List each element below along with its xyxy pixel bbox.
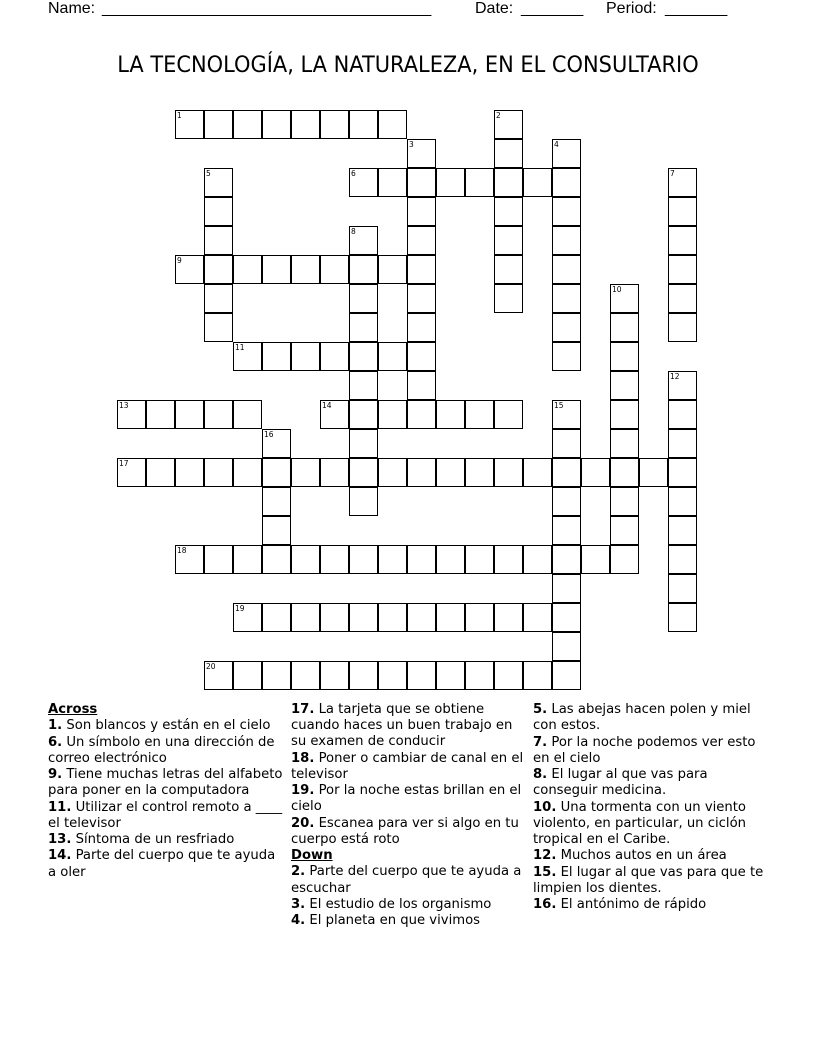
clue-number-label: 6 xyxy=(351,169,356,178)
crossword-cell[interactable] xyxy=(465,458,494,487)
clue-item xyxy=(48,800,284,832)
clue-text: El estudio de los organismo xyxy=(305,896,492,912)
crossword-cell[interactable] xyxy=(494,284,523,313)
crossword-cell[interactable] xyxy=(320,603,349,632)
crossword-cell[interactable] xyxy=(349,313,378,342)
crossword-cell[interactable] xyxy=(349,545,378,574)
crossword-cell[interactable] xyxy=(349,284,378,313)
crossword-cell[interactable] xyxy=(668,545,697,574)
crossword-cell[interactable] xyxy=(204,545,233,574)
crossword-cell[interactable] xyxy=(494,545,523,574)
crossword-cell[interactable] xyxy=(349,400,378,429)
crossword-cell[interactable] xyxy=(291,110,320,139)
crossword-cell[interactable] xyxy=(552,226,581,255)
clue-number-label: 2 xyxy=(496,111,501,120)
crossword-cell[interactable] xyxy=(204,458,233,487)
crossword-cell[interactable] xyxy=(465,603,494,632)
clue-number: 15. xyxy=(533,864,557,880)
crossword-cell[interactable] xyxy=(436,661,465,690)
crossword-cell[interactable] xyxy=(552,139,581,168)
clue-item xyxy=(48,718,284,734)
clues-column-2 xyxy=(291,702,527,930)
clue-text: Poner o cambiar de canal en el televisor xyxy=(291,750,524,782)
name-label: Name: xyxy=(48,0,96,17)
crossword-cell[interactable] xyxy=(407,400,436,429)
crossword-cell[interactable] xyxy=(175,110,204,139)
crossword-cell[interactable] xyxy=(320,400,349,429)
clue-item xyxy=(533,702,773,734)
clue-number-label: 7 xyxy=(670,169,675,178)
crossword-cell[interactable] xyxy=(668,574,697,603)
clue-item xyxy=(533,897,773,913)
clue-number: 19. xyxy=(291,783,315,799)
crossword-cell[interactable] xyxy=(436,168,465,197)
date-field[interactable]: _______ xyxy=(521,0,584,17)
clue-item xyxy=(291,864,527,896)
crossword-cell[interactable] xyxy=(552,458,581,487)
crossword-cell[interactable] xyxy=(668,516,697,545)
crossword-cell[interactable] xyxy=(610,545,639,574)
clue-item xyxy=(533,735,773,767)
name-field[interactable]: _____________________________________ xyxy=(102,0,432,17)
clue-number-label: 1 xyxy=(177,111,182,120)
crossword-cell[interactable] xyxy=(668,226,697,255)
crossword-cell[interactable] xyxy=(407,342,436,371)
crossword-cell[interactable] xyxy=(378,110,407,139)
crossword-cell[interactable] xyxy=(494,226,523,255)
clue-text: Las abejas hacen polen y miel con estos. xyxy=(533,702,751,734)
clue-number-label: 3 xyxy=(409,140,414,149)
crossword-cell[interactable] xyxy=(233,661,262,690)
crossword-cell[interactable] xyxy=(291,603,320,632)
crossword-cell[interactable] xyxy=(436,400,465,429)
crossword-cell[interactable] xyxy=(349,429,378,458)
crossword-cell[interactable] xyxy=(465,545,494,574)
crossword-cell[interactable] xyxy=(175,545,204,574)
crossword-cell[interactable] xyxy=(465,661,494,690)
clue-number: 3. xyxy=(291,896,306,912)
crossword-cell[interactable] xyxy=(436,458,465,487)
crossword-cell[interactable] xyxy=(407,255,436,284)
crossword-cell[interactable] xyxy=(233,400,262,429)
clue-text: Por la noche estas brillan en el cielo xyxy=(291,783,522,815)
crossword-cell[interactable] xyxy=(262,110,291,139)
clue-number: 13. xyxy=(48,832,72,847)
crossword-cell[interactable] xyxy=(349,487,378,516)
crossword-cell[interactable] xyxy=(291,545,320,574)
clue-text: Muchos autos en un área xyxy=(556,848,727,864)
crossword-cell[interactable] xyxy=(407,661,436,690)
clue-number-label: 16 xyxy=(264,430,274,439)
crossword-cell[interactable] xyxy=(581,458,610,487)
crossword-cell[interactable] xyxy=(639,458,668,487)
crossword-cell[interactable] xyxy=(262,342,291,371)
clue-number: 5. xyxy=(533,702,548,717)
crossword-cell[interactable] xyxy=(494,661,523,690)
crossword-cell[interactable] xyxy=(552,284,581,313)
clue-text: El lugar al que vas para conseguir medicina. xyxy=(533,767,708,799)
crossword-cell[interactable] xyxy=(552,516,581,545)
crossword-cell[interactable] xyxy=(378,661,407,690)
crossword-cell[interactable] xyxy=(320,661,349,690)
crossword-cell[interactable] xyxy=(407,371,436,400)
crossword-cell[interactable] xyxy=(204,197,233,226)
clue-item xyxy=(48,735,284,767)
crossword-cell[interactable] xyxy=(610,429,639,458)
clue-number-label: 4 xyxy=(554,140,559,149)
crossword-cell[interactable] xyxy=(320,342,349,371)
crossword-cell[interactable] xyxy=(407,197,436,226)
clues-column-3 xyxy=(533,702,773,913)
crossword-cell[interactable] xyxy=(407,545,436,574)
crossword-cell[interactable] xyxy=(407,226,436,255)
crossword-cell[interactable] xyxy=(262,603,291,632)
crossword-cell[interactable] xyxy=(523,603,552,632)
crossword-cell[interactable] xyxy=(349,603,378,632)
crossword-cell[interactable] xyxy=(320,545,349,574)
period-field[interactable]: _______ xyxy=(665,0,728,17)
crossword-cell[interactable] xyxy=(610,371,639,400)
clue-text: El antónimo de rápido xyxy=(556,897,707,912)
clue-number: 6. xyxy=(48,734,63,750)
crossword-cell[interactable] xyxy=(349,226,378,255)
clue-number: 14. xyxy=(48,848,72,864)
crossword-cell[interactable] xyxy=(349,168,378,197)
clue-text: Síntoma de un resfriado xyxy=(71,832,235,847)
date-label: Date: xyxy=(475,0,514,17)
clue-text: Parte del cuerpo que te ayuda a oler xyxy=(48,848,276,880)
clue-number-label: 18 xyxy=(177,546,187,555)
clue-item xyxy=(48,767,284,799)
crossword-cell[interactable] xyxy=(668,487,697,516)
clue-number-label: 13 xyxy=(119,401,129,410)
crossword-cell[interactable] xyxy=(349,458,378,487)
crossword-cell[interactable] xyxy=(407,168,436,197)
crossword-cell[interactable] xyxy=(494,603,523,632)
crossword-cell[interactable] xyxy=(552,197,581,226)
crossword-cell[interactable] xyxy=(349,255,378,284)
crossword-cell[interactable] xyxy=(117,458,146,487)
clue-text: El lugar al que vas para que te limpien los dientes. xyxy=(533,864,764,896)
crossword-cell[interactable] xyxy=(610,458,639,487)
crossword-cell[interactable] xyxy=(552,429,581,458)
crossword-cell[interactable] xyxy=(610,516,639,545)
clue-number-label: 11 xyxy=(235,343,245,352)
clue-item xyxy=(48,832,284,848)
crossword-cell[interactable] xyxy=(262,516,291,545)
crossword-cell[interactable] xyxy=(494,400,523,429)
crossword-cell[interactable] xyxy=(668,313,697,342)
clue-number-label: 20 xyxy=(206,662,216,671)
crossword-cell[interactable] xyxy=(378,400,407,429)
crossword-cell[interactable] xyxy=(204,661,233,690)
crossword-cell[interactable] xyxy=(552,168,581,197)
crossword-cell[interactable] xyxy=(668,458,697,487)
crossword-cell[interactable] xyxy=(436,545,465,574)
crossword-cell[interactable] xyxy=(233,255,262,284)
clue-item xyxy=(533,865,773,897)
crossword-cell[interactable] xyxy=(494,139,523,168)
crossword-cell[interactable] xyxy=(204,284,233,313)
crossword-cell[interactable] xyxy=(349,661,378,690)
clue-number: 4. xyxy=(291,913,306,929)
crossword-cell[interactable] xyxy=(552,661,581,690)
crossword-cell[interactable] xyxy=(436,603,465,632)
period-label: Period: xyxy=(606,0,657,17)
crossword-cell[interactable] xyxy=(291,342,320,371)
crossword-cell[interactable] xyxy=(610,487,639,516)
crossword-cell[interactable] xyxy=(378,545,407,574)
crossword-cell[interactable] xyxy=(407,458,436,487)
crossword-cell[interactable] xyxy=(378,168,407,197)
crossword-cell[interactable] xyxy=(378,458,407,487)
clue-number-label: 19 xyxy=(235,604,245,613)
clue-item xyxy=(291,702,527,751)
crossword-cell[interactable] xyxy=(668,371,697,400)
clue-number: 12. xyxy=(533,848,557,864)
crossword-cell[interactable] xyxy=(494,458,523,487)
clue-item xyxy=(533,800,773,849)
crossword-cell[interactable] xyxy=(668,400,697,429)
crossword-cell[interactable] xyxy=(552,545,581,574)
crossword-cell[interactable] xyxy=(291,458,320,487)
down-heading: Down xyxy=(291,848,333,864)
crossword-cell[interactable] xyxy=(523,545,552,574)
clue-number-label: 10 xyxy=(612,285,622,294)
crossword-cell[interactable] xyxy=(262,487,291,516)
crossword-cell[interactable] xyxy=(610,313,639,342)
clue-number-label: 9 xyxy=(177,256,182,265)
clue-number-label: 8 xyxy=(351,227,356,236)
clue-item xyxy=(291,751,527,783)
crossword-cell[interactable] xyxy=(668,603,697,632)
crossword-cell[interactable] xyxy=(233,603,262,632)
crossword-cell[interactable] xyxy=(320,255,349,284)
crossword-cell[interactable] xyxy=(204,226,233,255)
clue-number: 1. xyxy=(48,718,63,734)
clue-number: 20. xyxy=(291,815,315,831)
crossword-cell[interactable] xyxy=(204,255,233,284)
clue-text: La tarjeta que se obtiene cuando haces un buen trabajo en su examen de conducir xyxy=(291,702,513,750)
clue-text: Tiene muchas letras del alfabeto para poner en la computadora xyxy=(48,767,283,799)
clue-number-label: 14 xyxy=(322,401,332,410)
clue-number-label: 17 xyxy=(119,459,129,468)
crossword-cell[interactable] xyxy=(175,255,204,284)
crossword-cell[interactable] xyxy=(378,255,407,284)
crossword-cell[interactable] xyxy=(262,429,291,458)
crossword-cell[interactable] xyxy=(233,545,262,574)
clue-item xyxy=(291,897,527,913)
crossword-cell[interactable] xyxy=(552,313,581,342)
crossword-cell[interactable] xyxy=(581,545,610,574)
crossword-cell[interactable] xyxy=(668,168,697,197)
clue-text: Un símbolo en una dirección de correo electrónico xyxy=(48,734,275,766)
crossword-cell[interactable] xyxy=(407,139,436,168)
crossword-cell[interactable] xyxy=(552,400,581,429)
crossword-cell[interactable] xyxy=(262,458,291,487)
clue-number: 11. xyxy=(48,799,72,815)
clue-text: Escanea para ver si algo en tu cuerpo está roto xyxy=(291,815,519,847)
crossword-cell[interactable] xyxy=(523,168,552,197)
crossword-cell[interactable] xyxy=(552,255,581,284)
crossword-cell[interactable] xyxy=(146,400,175,429)
crossword-cell[interactable] xyxy=(291,661,320,690)
crossword-cell[interactable] xyxy=(262,661,291,690)
clue-number-label: 15 xyxy=(554,401,564,410)
crossword-cell[interactable] xyxy=(494,110,523,139)
clue-item xyxy=(533,767,773,799)
crossword-cell[interactable] xyxy=(552,632,581,661)
clue-item xyxy=(291,816,527,848)
clue-text: El planeta en que vivimos xyxy=(305,913,481,929)
crossword-cell[interactable] xyxy=(349,371,378,400)
crossword-cell[interactable] xyxy=(320,110,349,139)
crossword-cell[interactable] xyxy=(610,342,639,371)
page-title: LA TECNOLOGÍA, LA NATURALEZA, EN EL CONSULTARIO xyxy=(117,52,699,78)
crossword-cell[interactable] xyxy=(233,110,262,139)
clue-number: 8. xyxy=(533,767,548,782)
across-heading: Across xyxy=(48,702,98,717)
crossword-cell[interactable] xyxy=(175,400,204,429)
clue-text: Utilizar el control remoto a ____ el televisor xyxy=(48,799,283,831)
clue-item xyxy=(48,848,284,880)
crossword-cell[interactable] xyxy=(204,313,233,342)
crossword-cell[interactable] xyxy=(668,284,697,313)
crossword-cell[interactable] xyxy=(233,458,262,487)
crossword-cell[interactable] xyxy=(146,458,175,487)
clue-text: Una tormenta con un viento violento, en particular, un ciclón tropical en el Caribe. xyxy=(533,799,746,847)
crossword-cell[interactable] xyxy=(552,603,581,632)
crossword-cell[interactable] xyxy=(407,313,436,342)
crossword-cell[interactable] xyxy=(233,342,262,371)
crossword-cell[interactable] xyxy=(349,110,378,139)
clue-number: 18. xyxy=(291,750,315,766)
clue-number: 10. xyxy=(533,799,557,815)
crossword-cell[interactable] xyxy=(262,545,291,574)
crossword-cell[interactable] xyxy=(378,342,407,371)
crossword-cell[interactable] xyxy=(291,255,320,284)
crossword-cell[interactable] xyxy=(552,487,581,516)
crossword-cell[interactable] xyxy=(117,400,146,429)
clue-text: Por la noche podemos ver esto en el cielo xyxy=(533,734,756,766)
clue-number: 16. xyxy=(533,897,557,912)
crossword-cell[interactable] xyxy=(494,255,523,284)
crossword-cell[interactable] xyxy=(349,342,378,371)
crossword-cell[interactable] xyxy=(668,429,697,458)
clue-item xyxy=(291,913,527,929)
crossword-cell[interactable] xyxy=(204,400,233,429)
clue-item xyxy=(291,783,527,815)
clue-number: 7. xyxy=(533,734,548,750)
crossword-cell[interactable] xyxy=(523,661,552,690)
crossword-cell[interactable] xyxy=(204,110,233,139)
crossword-cell[interactable] xyxy=(610,400,639,429)
crossword-cell[interactable] xyxy=(552,574,581,603)
crossword-cell[interactable] xyxy=(204,168,233,197)
clue-text: Parte del cuerpo que te ayuda a escuchar xyxy=(291,864,522,896)
clue-number: 9. xyxy=(48,767,63,782)
crossword-cell[interactable] xyxy=(407,284,436,313)
clues-column-1 xyxy=(48,702,284,881)
crossword-cell[interactable] xyxy=(465,168,494,197)
crossword-cell[interactable] xyxy=(407,603,436,632)
crossword-cell[interactable] xyxy=(668,255,697,284)
crossword-cell[interactable] xyxy=(494,168,523,197)
crossword-cell[interactable] xyxy=(668,197,697,226)
clue-number-label: 12 xyxy=(670,372,680,381)
clue-text: Son blancos y están en el cielo xyxy=(62,718,271,734)
crossword-cell[interactable] xyxy=(262,255,291,284)
crossword-cell[interactable] xyxy=(175,458,204,487)
crossword-cell[interactable] xyxy=(378,603,407,632)
crossword-cell[interactable] xyxy=(523,458,552,487)
clue-number-label: 5 xyxy=(206,169,211,178)
clue-item xyxy=(533,848,773,864)
crossword-cell[interactable] xyxy=(320,458,349,487)
crossword-cell[interactable] xyxy=(610,284,639,313)
crossword-cell[interactable] xyxy=(494,197,523,226)
crossword-cell[interactable] xyxy=(465,400,494,429)
crossword-cell[interactable] xyxy=(552,342,581,371)
clue-number: 17. xyxy=(291,702,315,717)
clue-number: 2. xyxy=(291,864,306,880)
